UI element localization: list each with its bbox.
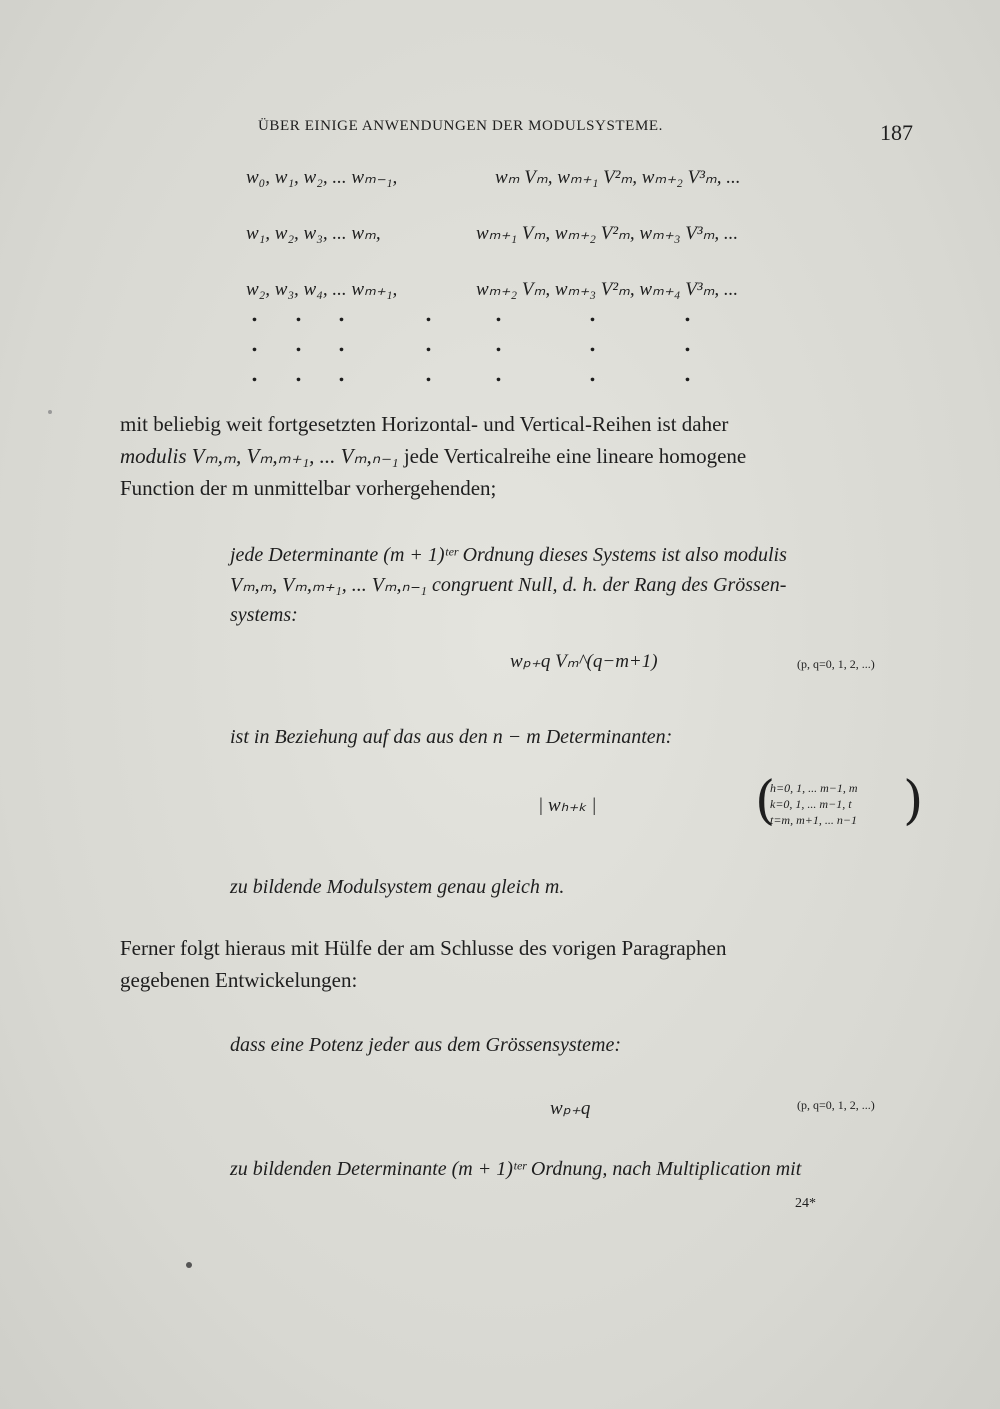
left-paren: ( bbox=[755, 771, 776, 831]
dot: . bbox=[684, 332, 691, 356]
dot: . bbox=[338, 362, 345, 386]
formula-1: wₚ₊q Vₘ^(q−m+1) bbox=[510, 651, 658, 672]
paragraph-1-line-1: mit beliebig weit fortgesetzten Horizontal- und Vertical-Reihen ist daher bbox=[120, 412, 729, 436]
right-paren: ) bbox=[903, 771, 924, 831]
formula-2-conditions bbox=[770, 780, 858, 828]
dot: . bbox=[589, 332, 596, 356]
dot: . bbox=[684, 362, 691, 386]
paragraph-1-line-3: Function der m unmittelbar vorhergehenden; bbox=[120, 476, 497, 500]
dot: . bbox=[295, 302, 302, 326]
matrix-row-3-right: wₘ₊₂ Vₘ, wₘ₊₃ V²ₘ, wₘ₊₄ V³ₘ, ... bbox=[476, 279, 739, 300]
theorem-2: ist in Beziehung auf das aus den n − m Determinanten: bbox=[230, 726, 673, 748]
paragraph-1-line-2-rest: jede Verticalreihe eine lineare homogene bbox=[398, 444, 747, 468]
dot: . bbox=[425, 362, 432, 386]
dot: . bbox=[338, 332, 345, 356]
dot: . bbox=[589, 302, 596, 326]
formula-3: wₚ₊q bbox=[550, 1098, 591, 1119]
modulis-expression: modulis Vₘ,ₘ, Vₘ,ₘ₊₁, ... Vₘ,ₙ₋₁ bbox=[120, 444, 399, 468]
condition-k: k=0, 1, ... m−1, t bbox=[770, 797, 852, 811]
matrix-row-1 bbox=[0, 166, 1000, 196]
ink-speck bbox=[48, 410, 52, 414]
theorem-1 bbox=[230, 540, 920, 630]
paragraph-2 bbox=[120, 932, 920, 996]
dot: . bbox=[495, 362, 502, 386]
running-header: ÜBER EINIGE ANWENDUNGEN DER MODULSYSTEME. bbox=[258, 118, 663, 134]
dot: . bbox=[684, 302, 691, 326]
matrix-row-2 bbox=[0, 222, 1000, 252]
theorem-3: zu bildende Modulsystem genau gleich m. bbox=[230, 876, 565, 898]
theorem-4: dass eine Potenz jeder aus dem Grössensysteme: bbox=[230, 1034, 622, 1056]
paragraph-1 bbox=[120, 408, 920, 504]
dot: . bbox=[425, 332, 432, 356]
dot: . bbox=[295, 362, 302, 386]
theorem-5: zu bildenden Determinante (m + 1)ᵗᵉʳ Ordnung, nach Multiplication mit bbox=[230, 1158, 802, 1180]
formula-2: | wₕ₊ₖ | bbox=[538, 795, 597, 816]
dot: . bbox=[589, 362, 596, 386]
dot: . bbox=[251, 362, 258, 386]
signature-mark: 24* bbox=[795, 1196, 816, 1211]
theorem-1-line-2: Vₘ,ₘ, Vₘ,ₘ₊₁, ... Vₘ,ₙ₋₁ congruent Null, d. h. der Rang des Grössen- bbox=[230, 574, 787, 596]
theorem-1-line-1: jede Determinante (m + 1)ᵗᵉʳ Ordnung dieses Systems ist also modulis bbox=[230, 544, 787, 566]
matrix-row-2-left: w₁, w₂, w₃, ... wₘ, bbox=[246, 223, 381, 244]
ink-speck bbox=[186, 1262, 192, 1268]
matrix-row-3-left: w₂, w₃, w₄, ... wₘ₊₁, bbox=[246, 279, 398, 300]
page-number: 187 bbox=[880, 120, 913, 145]
formula-3-range: (p, q=0, 1, 2, ...) bbox=[797, 1098, 875, 1112]
paragraph-2-line-2: gegebenen Entwickelungen: bbox=[120, 968, 358, 992]
dot: . bbox=[251, 332, 258, 356]
dot: . bbox=[295, 332, 302, 356]
formula-1-range: (p, q=0, 1, 2, ...) bbox=[797, 657, 875, 671]
condition-h: h=0, 1, ... m−1, m bbox=[770, 781, 858, 795]
matrix-row-1-right: wₘ Vₘ, wₘ₊₁ V²ₘ, wₘ₊₂ V³ₘ, ... bbox=[495, 167, 741, 188]
matrix-row-1-left: w₀, w₁, w₂, ... wₘ₋₁, bbox=[246, 167, 398, 188]
dot: . bbox=[495, 302, 502, 326]
dot: . bbox=[425, 302, 432, 326]
paragraph-1-line-2 bbox=[120, 440, 920, 472]
theorem-1-line-3: systems: bbox=[230, 604, 298, 626]
dot: . bbox=[338, 302, 345, 326]
matrix-continuation-dots bbox=[0, 302, 1000, 392]
dot: . bbox=[495, 332, 502, 356]
paragraph-2-line-1: Ferner folgt hieraus mit Hülfe der am Schlusse des vorigen Paragraphen bbox=[120, 936, 727, 960]
dot: . bbox=[251, 302, 258, 326]
condition-t: t=m, m+1, ... n−1 bbox=[770, 813, 857, 827]
matrix-row-2-right: wₘ₊₁ Vₘ, wₘ₊₂ V²ₘ, wₘ₊₃ V³ₘ, ... bbox=[476, 223, 739, 244]
